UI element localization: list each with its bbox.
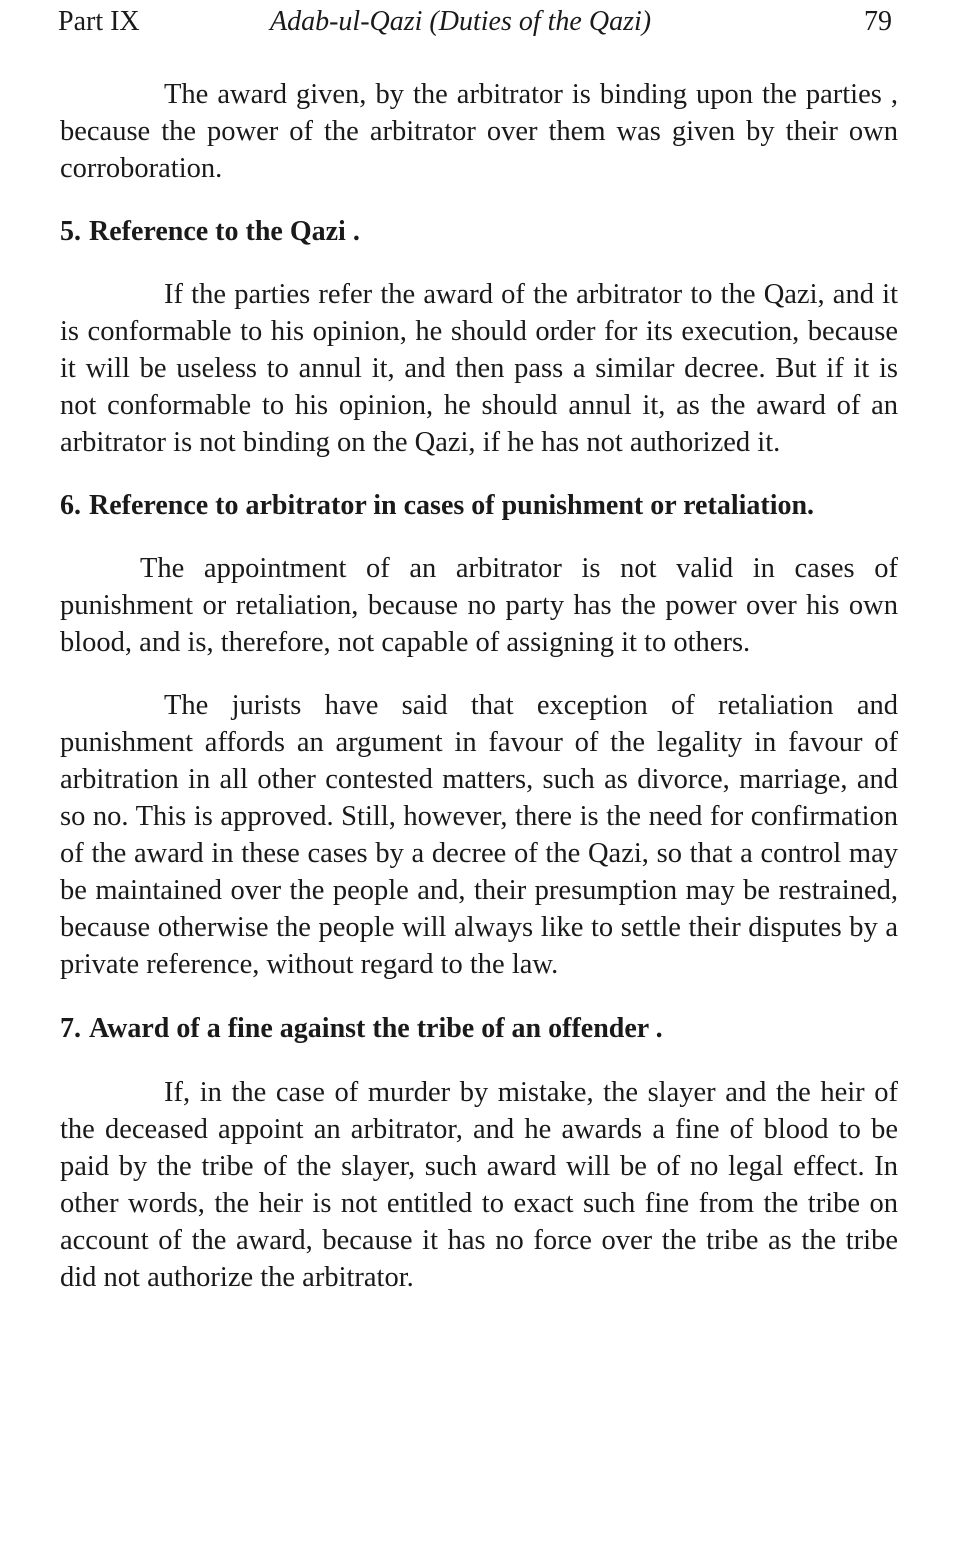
section-title: Reference to the Qazi . <box>89 216 360 247</box>
part-label: Part IX <box>58 6 140 37</box>
running-header <box>58 2 898 42</box>
section-title: Reference to arbitrator in cases of punishment or retaliation. <box>89 490 815 521</box>
section-5-paragraph-1: If the parties refer the award of the arbitrator to the Qazi, and it is conformable to his opinion, he should order for its execution, because it will be useless to annul it, and then pass a similar decree. But if it is not conformable to his opinion, he should annul it, as the award of an arbitrator is not binding on the Qazi, if he has not authorized it. <box>60 279 898 458</box>
section-7-paragraph-1: If, in the case of murder by mistake, the slayer and the heir of the deceased appoint an arbitrator, and he awards a fine of blood to be paid by the tribe of the slayer, such award will be of no legal effect. In other words, the heir is not entitled to exact such fine from the tribe on account of the award, because it has no force over the tribe as the tribe did not authorize the arbitrator. <box>60 1077 898 1293</box>
section-6-paragraph-2: The jurists have said that exception of retaliation and punishment affords an argument in favour of the legality in favour of arbitration in all other contested matters, such as divorce, marriage, and so no. This is approved. Still, however, there is the need for confirmation of the award in these cases by a decree of the Qazi, so that a control may be maintained over the people and, their presumption may be restrained, because otherwise the people will always like to settle their disputes by a private reference, without regard to the law. <box>60 690 898 980</box>
intro-paragraph: The award given, by the arbitrator is binding upon the parties , because the power of the arbitrator over them was given by their own corroboration. <box>60 79 898 184</box>
section-heading-6 <box>60 487 898 524</box>
section-heading-5 <box>60 213 898 250</box>
section-number: 7. <box>60 1013 81 1044</box>
chapter-title: Adab-ul-Qazi (Duties of the Qazi) <box>270 6 652 37</box>
page-number: 79 <box>864 6 892 37</box>
page-body <box>60 76 898 1296</box>
section-title: Award of a fine against the tribe of an offender . <box>89 1013 663 1044</box>
section-6-paragraph-1: The appointment of an arbitrator is not valid in cases of punishment or retaliation, because no party has the power over his own blood, and is, therefore, not capable of assigning it to others. <box>60 553 898 658</box>
section-number: 5. <box>60 216 81 247</box>
section-number: 6. <box>60 490 81 521</box>
section-heading-7 <box>60 1010 898 1047</box>
